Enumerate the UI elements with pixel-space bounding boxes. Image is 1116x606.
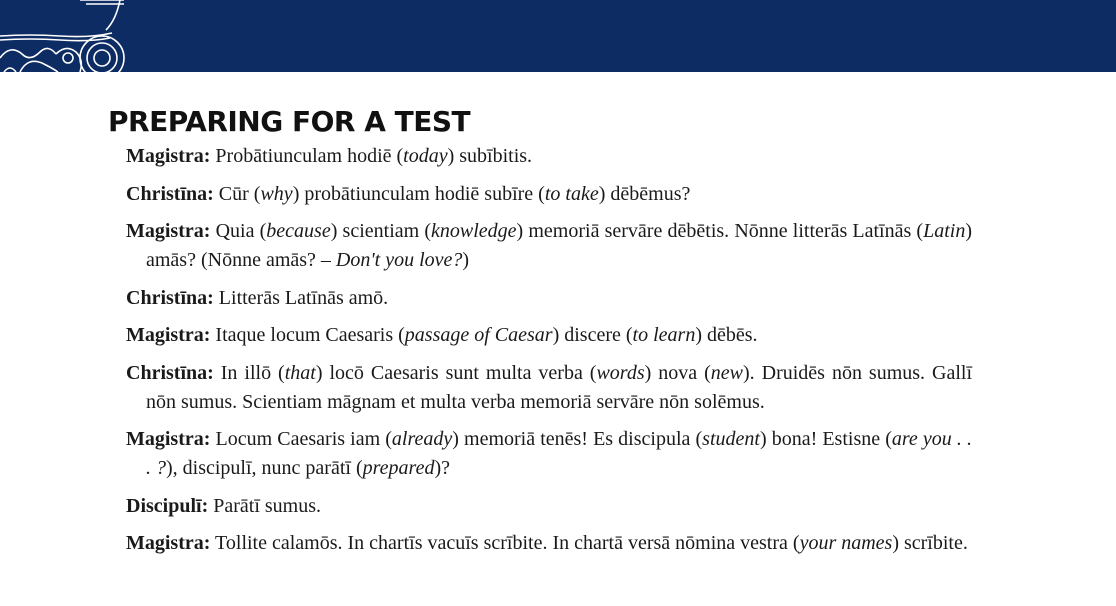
english-gloss: passage of Caesar (404, 324, 553, 346)
latin-text: ) amās? (Nōnne amās? – (146, 220, 973, 271)
dialogue-line (126, 142, 972, 171)
latin-text: Locum Caesaris iam ( (210, 428, 392, 450)
latin-text: ). Druidēs nōn sumus. Gallī nōn sumus. Scientiam māgnam et multa verba memoriā servāre nōn solēmus. (146, 361, 972, 413)
speaker-name: Magistra: (126, 428, 211, 450)
speaker-name: Magistra: (126, 324, 211, 346)
latin-text: ) locō Caesaris sunt multa verba ( (315, 361, 597, 384)
english-gloss: words (596, 361, 645, 384)
speaker-name: Magistra: (126, 220, 211, 242)
latin-text: Tollite calamōs. In chartīs vacuīs scrībite. In chartā versā nōmina vestra ( (210, 532, 800, 554)
latin-text: In illō ( (213, 361, 285, 384)
english-gloss: to learn (632, 324, 696, 346)
english-gloss: new (710, 361, 744, 384)
english-gloss: Don't you love? (335, 249, 463, 271)
latin-text: Cūr ( (213, 182, 261, 205)
english-gloss: knowledge (431, 220, 517, 242)
dialogue-line (126, 321, 972, 350)
latin-text: ) nova ( (644, 361, 711, 384)
dialogue-line (126, 180, 972, 209)
english-gloss: why (260, 182, 293, 205)
latin-text: ) dēbēmus? (598, 182, 691, 205)
latin-text: Itaque locum Caesaris ( (210, 324, 405, 346)
english-gloss: because (266, 220, 331, 242)
latin-text: ) (462, 249, 470, 271)
speaker-name: Discipulī: (126, 494, 209, 517)
dialogue-line (126, 217, 972, 275)
dialogue-line (126, 284, 972, 313)
english-gloss: to take (544, 182, 599, 205)
english-gloss: student (702, 428, 760, 450)
english-gloss: your names (799, 532, 893, 554)
latin-text: ), discipulī, nunc parātī ( (166, 457, 363, 479)
speaker-name: Christīna: (126, 182, 214, 205)
latin-text: ) scientiam ( (330, 220, 432, 242)
latin-text: ) memoriā servāre dēbētis. Nōnne litterās Latīnās ( (516, 220, 924, 242)
header-banner (0, 0, 1116, 72)
latin-text: Litterās Latīnās amō. (213, 286, 389, 309)
latin-text: ) discere ( (552, 324, 633, 346)
latin-text: )? (434, 457, 451, 479)
latin-text: ) memoriā tenēs! Es discipula ( (452, 428, 703, 450)
latin-text: ) dēbēs. (695, 324, 758, 346)
english-gloss: already (391, 428, 453, 450)
english-gloss: that (284, 361, 316, 384)
speaker-name: Magistra: (126, 532, 211, 554)
page-title: PREPARING FOR A TEST (108, 105, 471, 138)
speaker-name: Christīna: (126, 361, 214, 384)
latin-text: ) probātiunculam hodiē subīre ( (292, 182, 545, 205)
speaker-name: Magistra: (126, 145, 211, 167)
latin-text: Parātī sumus. (208, 494, 322, 517)
dialogue-line (126, 359, 972, 417)
dialogue-line (126, 425, 972, 483)
ionic-capital-icon (0, 0, 130, 72)
latin-text: ) bona! Estisne ( (759, 428, 892, 450)
english-gloss: Latin (923, 220, 966, 242)
english-gloss: today (403, 145, 448, 167)
english-gloss: prepared (362, 457, 435, 479)
latin-text: ) scrībite. (892, 532, 968, 554)
dialogue-line (126, 529, 972, 558)
dialogue-list (126, 142, 972, 567)
latin-text: Probātiunculam hodiē ( (210, 145, 404, 167)
dialogue-line (126, 492, 972, 521)
latin-text: Quia ( (210, 220, 267, 242)
latin-text: ) subībitis. (447, 145, 533, 167)
english-gloss: are you . . . ? (146, 428, 972, 479)
speaker-name: Christīna: (126, 286, 214, 309)
